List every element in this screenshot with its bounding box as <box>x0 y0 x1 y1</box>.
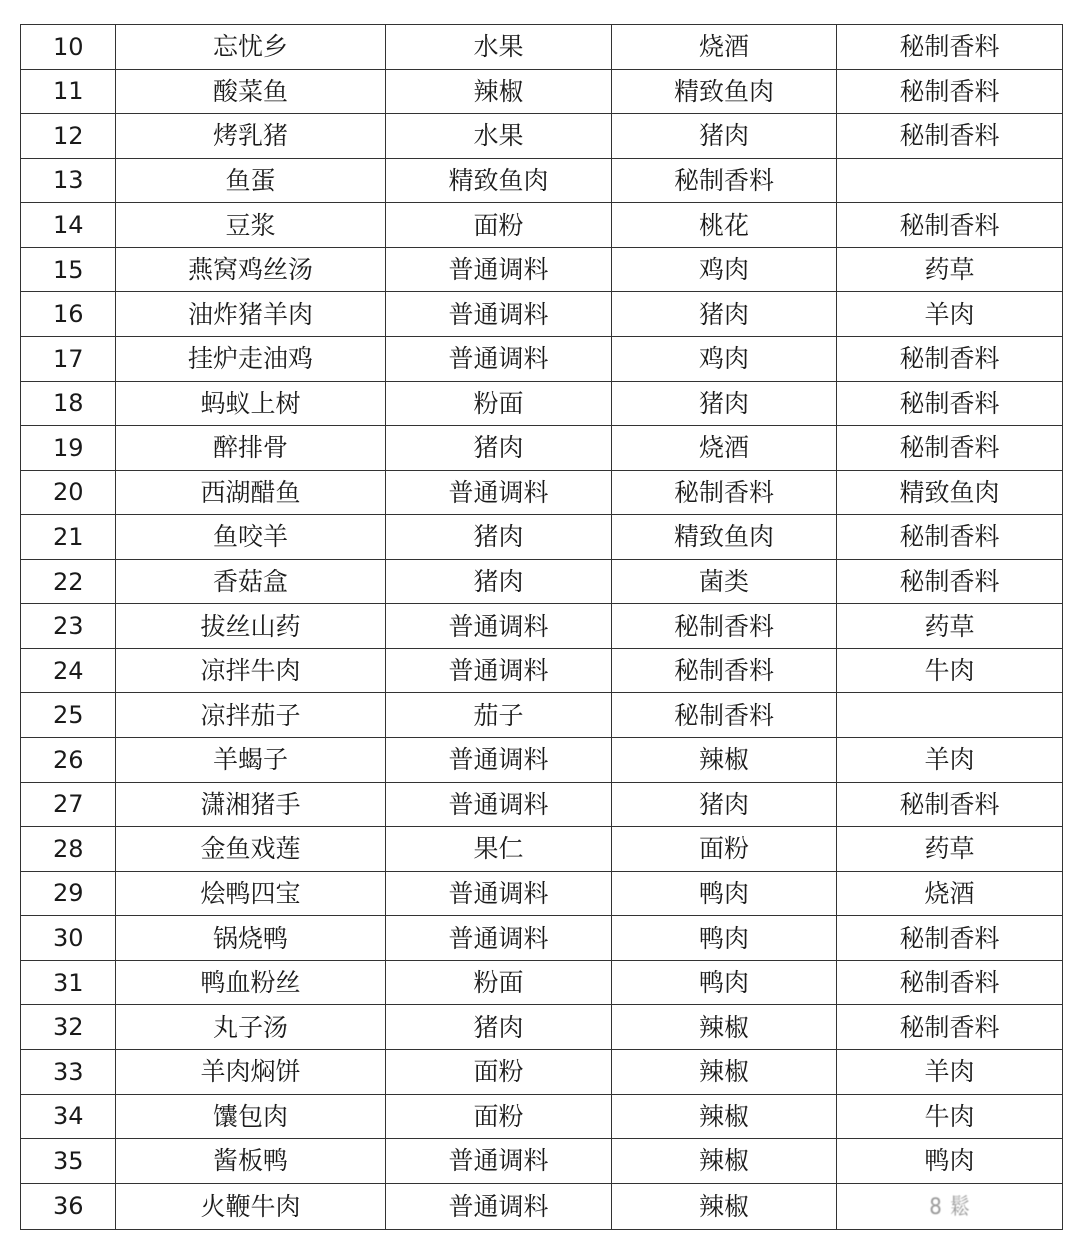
table-row <box>21 336 1063 381</box>
cell-ingredient-1: 普通调料 <box>386 604 612 649</box>
table-row <box>21 1139 1063 1184</box>
cell-number: 16 <box>21 292 116 337</box>
cell-ingredient-3: 秘制香料 <box>837 25 1063 70</box>
cell-ingredient-2: 秘制香料 <box>612 648 837 693</box>
cell-dish-name: 锅烧鸭 <box>116 916 386 961</box>
cell-number: 27 <box>21 782 116 827</box>
cell-ingredient-2: 辣椒 <box>612 1005 837 1050</box>
cell-ingredient-1: 猪肉 <box>386 559 612 604</box>
cell-ingredient-1: 猪肉 <box>386 426 612 471</box>
recipe-table-body <box>21 25 1063 1230</box>
cell-number: 24 <box>21 648 116 693</box>
cell-ingredient-1: 精致鱼肉 <box>386 158 612 203</box>
cell-ingredient-1: 普通调料 <box>386 871 612 916</box>
cell-number: 13 <box>21 158 116 203</box>
cell-ingredient-3 <box>837 158 1063 203</box>
cell-ingredient-3: 烧酒 <box>837 871 1063 916</box>
table-row <box>21 916 1063 961</box>
cell-dish-name: 鱼蛋 <box>116 158 386 203</box>
cell-number: 11 <box>21 69 116 114</box>
cell-ingredient-1: 水果 <box>386 114 612 159</box>
table-row <box>21 69 1063 114</box>
cell-ingredient-3: 药草 <box>837 247 1063 292</box>
cell-ingredient-2: 烧酒 <box>612 25 837 70</box>
cell-number: 33 <box>21 1049 116 1094</box>
cell-ingredient-2: 秘制香料 <box>612 470 837 515</box>
table-row <box>21 738 1063 783</box>
cell-number: 22 <box>21 559 116 604</box>
cell-ingredient-2: 辣椒 <box>612 1139 837 1184</box>
cell-number: 32 <box>21 1005 116 1050</box>
cell-ingredient-3: 牛肉 <box>837 648 1063 693</box>
cell-number: 28 <box>21 827 116 872</box>
table-row <box>21 470 1063 515</box>
cell-ingredient-2: 辣椒 <box>612 738 837 783</box>
cell-dish-name: 金鱼戏莲 <box>116 827 386 872</box>
cell-ingredient-3: 秘制香料 <box>837 203 1063 248</box>
cell-ingredient-1: 普通调料 <box>386 782 612 827</box>
cell-ingredient-1: 普通调料 <box>386 1183 612 1229</box>
cell-ingredient-3: 羊肉 <box>837 292 1063 337</box>
cell-number: 12 <box>21 114 116 159</box>
cell-number: 26 <box>21 738 116 783</box>
cell-dish-name: 鱼咬羊 <box>116 515 386 560</box>
cell-ingredient-2: 鸭肉 <box>612 871 837 916</box>
cell-ingredient-2: 辣椒 <box>612 1183 837 1229</box>
cell-ingredient-1: 面粉 <box>386 203 612 248</box>
cell-ingredient-3: 精致鱼肉 <box>837 470 1063 515</box>
cell-dish-name: 香菇盒 <box>116 559 386 604</box>
table-row <box>21 827 1063 872</box>
cell-dish-name: 西湖醋鱼 <box>116 470 386 515</box>
cell-ingredient-3: 秘制香料 <box>837 381 1063 426</box>
cell-ingredient-1: 茄子 <box>386 693 612 738</box>
cell-dish-name: 馕包肉 <box>116 1094 386 1139</box>
table-row <box>21 1049 1063 1094</box>
cell-number: 19 <box>21 426 116 471</box>
cell-dish-name: 羊蝎子 <box>116 738 386 783</box>
cell-ingredient-1: 普通调料 <box>386 470 612 515</box>
cell-ingredient-3: 秘制香料 <box>837 69 1063 114</box>
cell-number: 10 <box>21 25 116 70</box>
cell-ingredient-1: 辣椒 <box>386 69 612 114</box>
cell-dish-name: 拔丝山药 <box>116 604 386 649</box>
cell-ingredient-3: 药草 <box>837 604 1063 649</box>
cell-ingredient-2: 精致鱼肉 <box>612 69 837 114</box>
cell-ingredient-2: 鸭肉 <box>612 960 837 1005</box>
cell-dish-name: 烩鸭四宝 <box>116 871 386 916</box>
cell-dish-name: 火鞭牛肉 <box>116 1183 386 1229</box>
watermark-text: 8 鬆 <box>928 1195 971 1221</box>
cell-dish-name: 酱板鸭 <box>116 1139 386 1184</box>
table-row <box>21 203 1063 248</box>
cell-ingredient-2: 猪肉 <box>612 114 837 159</box>
cell-dish-name: 油炸猪羊肉 <box>116 292 386 337</box>
cell-ingredient-1: 水果 <box>386 25 612 70</box>
cell-ingredient-3 <box>837 1183 1063 1229</box>
cell-ingredient-1: 普通调料 <box>386 247 612 292</box>
table-row <box>21 559 1063 604</box>
cell-number: 35 <box>21 1139 116 1184</box>
cell-number: 31 <box>21 960 116 1005</box>
cell-dish-name: 蚂蚁上树 <box>116 381 386 426</box>
table-row <box>21 1005 1063 1050</box>
cell-ingredient-2: 猪肉 <box>612 381 837 426</box>
cell-dish-name: 燕窝鸡丝汤 <box>116 247 386 292</box>
cell-ingredient-3: 秘制香料 <box>837 782 1063 827</box>
cell-dish-name: 鸭血粉丝 <box>116 960 386 1005</box>
cell-number: 36 <box>21 1183 116 1229</box>
cell-ingredient-2: 鸡肉 <box>612 336 837 381</box>
cell-number: 21 <box>21 515 116 560</box>
cell-ingredient-2: 桃花 <box>612 203 837 248</box>
table-row <box>21 782 1063 827</box>
cell-ingredient-1: 普通调料 <box>386 292 612 337</box>
cell-ingredient-2: 辣椒 <box>612 1049 837 1094</box>
cell-ingredient-3: 秘制香料 <box>837 114 1063 159</box>
table-row <box>21 1183 1063 1229</box>
cell-ingredient-1: 普通调料 <box>386 336 612 381</box>
cell-dish-name: 烤乳猪 <box>116 114 386 159</box>
table-row <box>21 515 1063 560</box>
cell-ingredient-1: 普通调料 <box>386 1139 612 1184</box>
cell-ingredient-2: 猪肉 <box>612 292 837 337</box>
table-row <box>21 648 1063 693</box>
cell-dish-name: 潇湘猪手 <box>116 782 386 827</box>
cell-ingredient-1: 普通调料 <box>386 648 612 693</box>
cell-ingredient-1: 猪肉 <box>386 1005 612 1050</box>
cell-ingredient-2: 秘制香料 <box>612 158 837 203</box>
cell-number: 23 <box>21 604 116 649</box>
table-row <box>21 158 1063 203</box>
cell-number: 25 <box>21 693 116 738</box>
table-row <box>21 693 1063 738</box>
cell-ingredient-2: 鸡肉 <box>612 247 837 292</box>
cell-ingredient-3: 秘制香料 <box>837 960 1063 1005</box>
cell-number: 20 <box>21 470 116 515</box>
table-row <box>21 247 1063 292</box>
cell-ingredient-2: 辣椒 <box>612 1094 837 1139</box>
cell-ingredient-3: 秘制香料 <box>837 916 1063 961</box>
cell-ingredient-3: 鸭肉 <box>837 1139 1063 1184</box>
cell-ingredient-3: 秘制香料 <box>837 336 1063 381</box>
cell-ingredient-3: 秘制香料 <box>837 426 1063 471</box>
cell-dish-name: 羊肉焖饼 <box>116 1049 386 1094</box>
table-row <box>21 381 1063 426</box>
cell-dish-name: 忘忧乡 <box>116 25 386 70</box>
cell-number: 30 <box>21 916 116 961</box>
cell-ingredient-1: 普通调料 <box>386 738 612 783</box>
cell-dish-name: 醉排骨 <box>116 426 386 471</box>
recipe-table <box>20 24 1063 1230</box>
cell-ingredient-3: 秘制香料 <box>837 1005 1063 1050</box>
cell-ingredient-3: 药草 <box>837 827 1063 872</box>
cell-ingredient-3: 牛肉 <box>837 1094 1063 1139</box>
cell-dish-name: 凉拌茄子 <box>116 693 386 738</box>
cell-number: 15 <box>21 247 116 292</box>
cell-ingredient-2: 秘制香料 <box>612 693 837 738</box>
cell-ingredient-2: 鸭肉 <box>612 916 837 961</box>
cell-ingredient-2: 猪肉 <box>612 782 837 827</box>
cell-ingredient-3: 羊肉 <box>837 1049 1063 1094</box>
cell-ingredient-1: 果仁 <box>386 827 612 872</box>
table-row <box>21 604 1063 649</box>
cell-ingredient-1: 粉面 <box>386 381 612 426</box>
cell-dish-name: 挂炉走油鸡 <box>116 336 386 381</box>
cell-ingredient-1: 猪肉 <box>386 515 612 560</box>
table-row <box>21 114 1063 159</box>
cell-dish-name: 酸菜鱼 <box>116 69 386 114</box>
cell-ingredient-2: 面粉 <box>612 827 837 872</box>
cell-ingredient-2: 精致鱼肉 <box>612 515 837 560</box>
cell-ingredient-3: 秘制香料 <box>837 559 1063 604</box>
table-row <box>21 960 1063 1005</box>
cell-number: 34 <box>21 1094 116 1139</box>
table-row <box>21 1094 1063 1139</box>
cell-number: 17 <box>21 336 116 381</box>
cell-number: 18 <box>21 381 116 426</box>
cell-ingredient-1: 普通调料 <box>386 916 612 961</box>
table-row <box>21 426 1063 471</box>
cell-dish-name: 豆浆 <box>116 203 386 248</box>
cell-ingredient-1: 面粉 <box>386 1049 612 1094</box>
cell-dish-name: 凉拌牛肉 <box>116 648 386 693</box>
cell-ingredient-1: 面粉 <box>386 1094 612 1139</box>
cell-ingredient-3: 羊肉 <box>837 738 1063 783</box>
table-row <box>21 871 1063 916</box>
cell-ingredient-2: 秘制香料 <box>612 604 837 649</box>
cell-ingredient-3 <box>837 693 1063 738</box>
table-row <box>21 292 1063 337</box>
cell-ingredient-2: 烧酒 <box>612 426 837 471</box>
cell-number: 14 <box>21 203 116 248</box>
table-row <box>21 25 1063 70</box>
cell-ingredient-1: 粉面 <box>386 960 612 1005</box>
cell-ingredient-3: 秘制香料 <box>837 515 1063 560</box>
cell-ingredient-2: 菌类 <box>612 559 837 604</box>
cell-number: 29 <box>21 871 116 916</box>
cell-dish-name: 丸子汤 <box>116 1005 386 1050</box>
